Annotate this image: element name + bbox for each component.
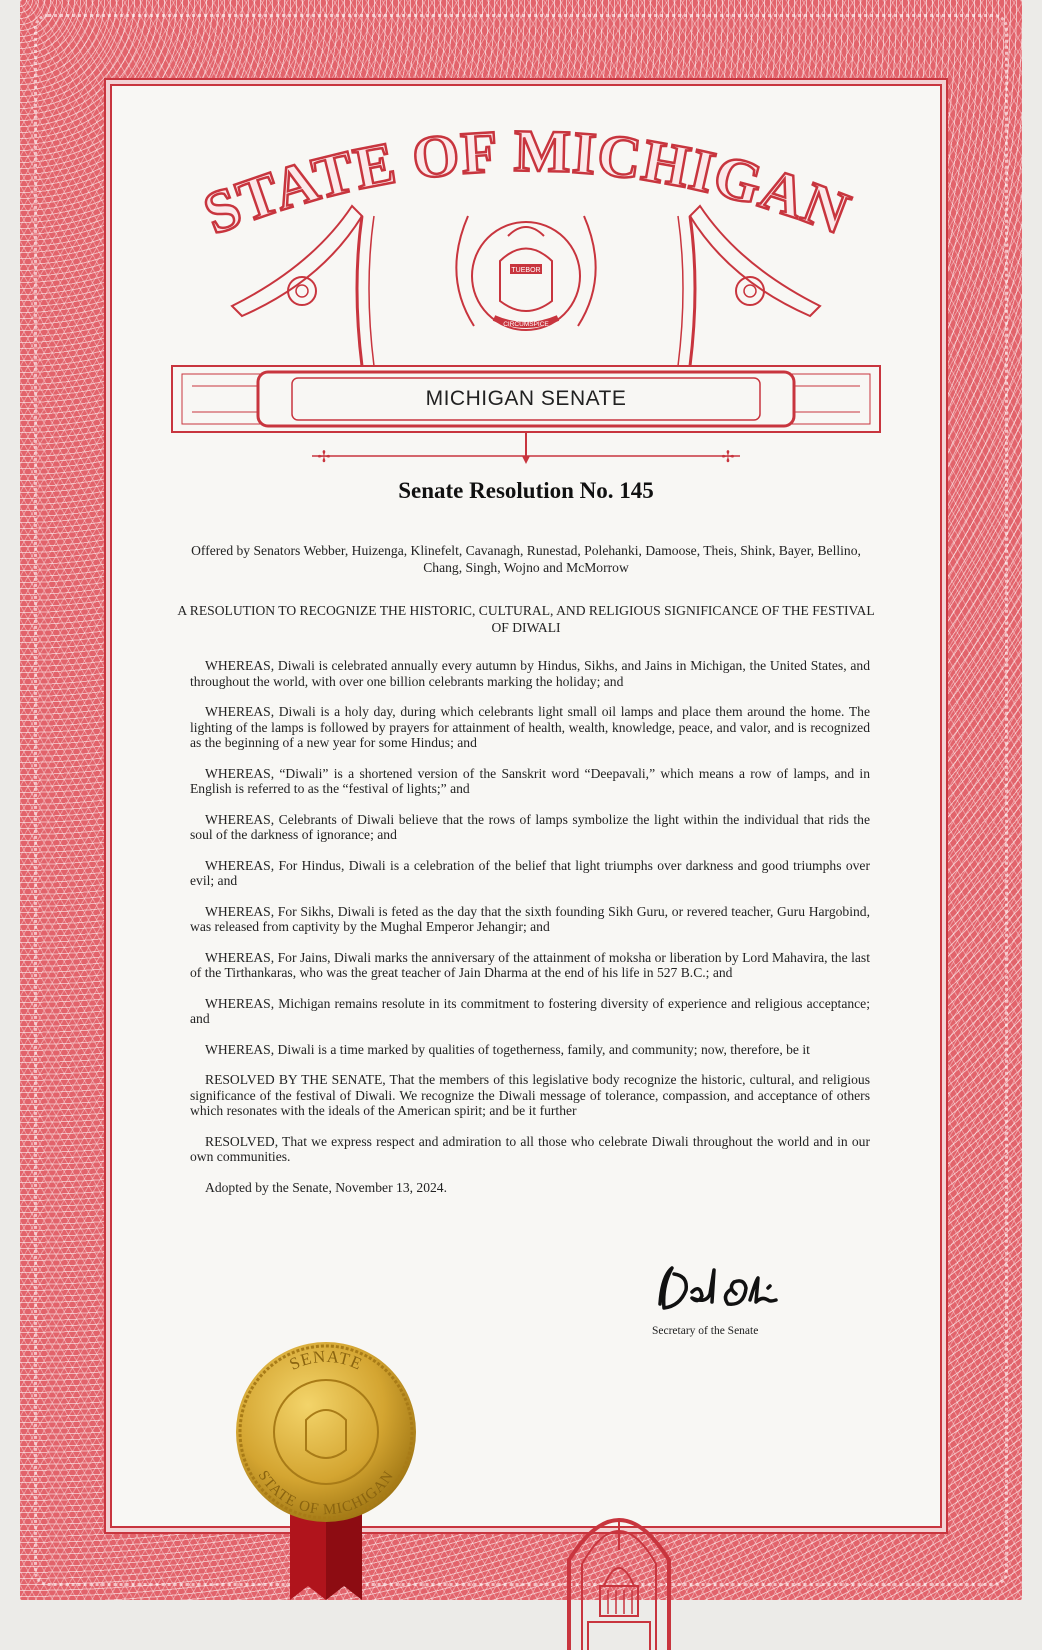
sponsors-line: Offered by Senators Webber, Huizenga, Klinefelt, Cavanagh, Runestad, Polehanki, Damoose, Theis, Shink, Bayer, Bellino, Chang, Singh, Wojno and McMorrow [191,543,861,575]
adoption-date: Adopted by the Senate, November 13, 2024. [205,1179,447,1195]
michigan-seal-icon [456,216,595,330]
whereas-paragraph: WHEREAS, Diwali is celebrated annually every autumn by Hindus, Sikhs, and Jains in Michigan, the United States, and throughout the world, with over one billion celebrants marking the holiday; and [190,658,870,689]
certificate-sheet [20,0,1022,1600]
whereas-paragraph: WHEREAS, Diwali is a holy day, during which celebrants light small oil lamps and place them around the home. The lighting of the lamps is followed by prayers for attainment of health, wealth, knowledge, peace, and valor, and is recognized as the beginning of a new year for some Hindus; and [190,704,870,750]
whereas-paragraph: WHEREAS, For Hindus, Diwali is a celebration of the belief that light triumphs over darkness and good triumphs over evil; and [190,857,870,888]
whereas-paragraph: WHEREAS, For Sikhs, Diwali is feted as the day that the sixth founding Sikh Guru, or revered teacher, Guru Hargobind, was released from captivity by the Mughal Emperor Jehangir; and [190,903,870,934]
svg-text:CIRCUMSPICE: CIRCUMSPICE [503,321,549,328]
whereas-paragraph: WHEREAS, Diwali is a time marked by qualities of togetherness, family, and community; now, therefore, be it [205,1041,810,1057]
whereas-paragraph: WHEREAS, For Jains, Diwali marks the anniversary of the attainment of moksha or liberation by Lord Mahavira, the last of the Tirthankaras, who was the great teacher of Jain Dharma at the end of his life in 527 B.C.; and [190,949,870,980]
gold-senate-seal [226,1340,426,1600]
whereas-paragraph: WHEREAS, “Diwali” is a shortened version of the Sanskrit word “Deepavali,” which means a row of lamps, and in English is referred to as the “festival of lights;” and [190,765,870,796]
svg-text:✢: ✢ [721,449,735,466]
whereas-paragraph: WHEREAS, Celebrants of Diwali believe that the rows of lamps symbolize the light within the individual that rids the soul of the darkness of ignorance; and [190,811,870,842]
signature-caption: Secretary of the Senate [652,1325,759,1337]
svg-text:TUEBOR: TUEBOR [511,267,541,274]
svg-text:SENATE: SENATE [286,1346,366,1374]
certificate-paper [110,84,942,1528]
state-header-art [112,86,940,486]
resolved-paragraph: RESOLVED BY THE SENATE, That the members of this legislative body recognize the historic, cultural, and religious significance of the festival of Diwali. We recognize the Diwali message of tolerance, compassion, and acceptance of others which resonates with the ideals of the American spirit; and be it further [190,1072,870,1118]
resolution-body [190,658,870,1210]
resolved-paragraph: RESOLVED, That we express respect and admiration to all those who celebrate Diwali throughout the world and in our own communities. [190,1133,870,1164]
chamber-nameplate: MICHIGAN SENATE [425,387,627,410]
svg-text:STATE OF MICHIGAN: STATE OF MICHIGAN [254,1467,398,1519]
resolution-heading: A RESOLUTION TO RECOGNIZE THE HISTORIC, CULTURAL, AND RELIGIOUS SIGNIFICANCE OF THE FESTIVAL OF DIWALI [177,603,875,635]
capitol-dome-icon [554,1490,684,1650]
resolution-title: Senate Resolution No. 145 [398,478,654,503]
secretary-signature [652,1256,822,1326]
svg-text:✢: ✢ [317,449,331,466]
whereas-paragraph: WHEREAS, Michigan remains resolute in its commitment to fostering diversity of experience and religious acceptance; and [190,995,870,1026]
state-banner: STATE OF MICHIGAN [194,117,859,248]
